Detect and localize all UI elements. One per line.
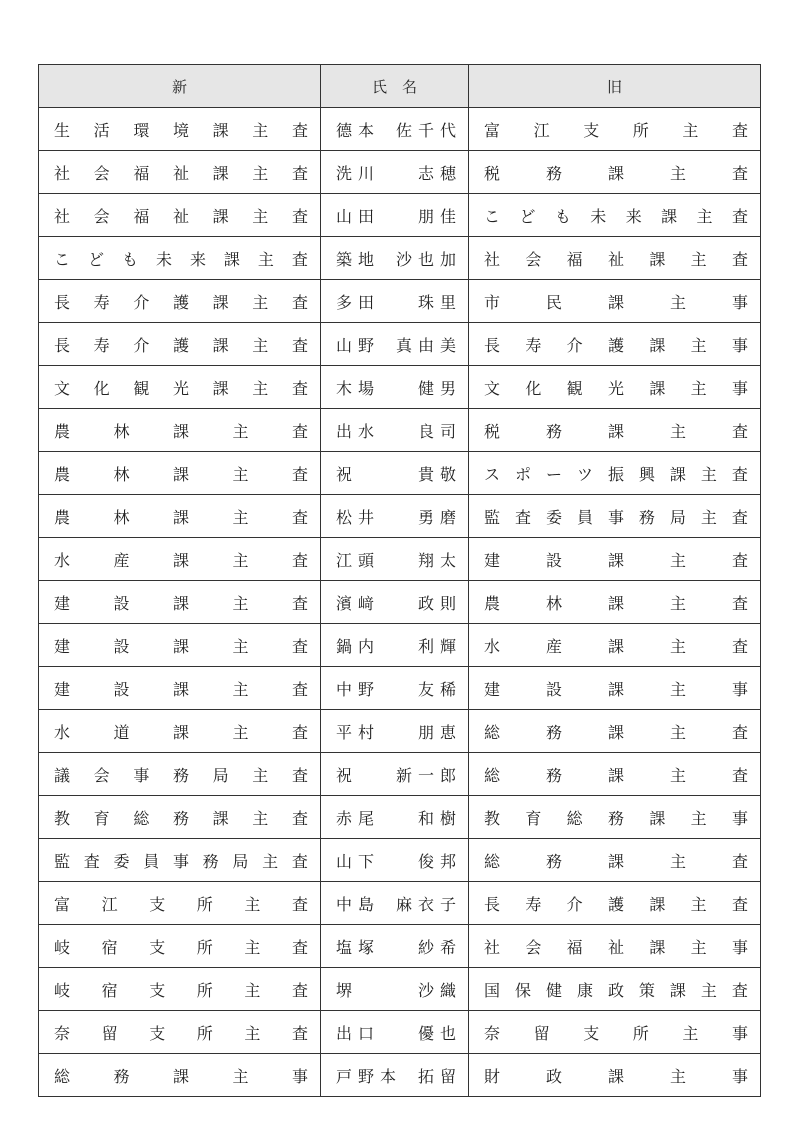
cell-name-text: 山野 真由美 — [336, 335, 462, 355]
cell-old-text: 富 江 支 所 主 査 — [484, 120, 748, 140]
cell-new-text: 農 林 課 主 査 — [54, 507, 308, 527]
cell-new-text: 岐 宿 支 所 主 査 — [54, 937, 308, 957]
cell-new — [39, 194, 321, 237]
cell-old — [469, 882, 761, 925]
table-row — [39, 624, 761, 667]
cell-old-text: 社 会 福 祉 課 主 査 — [484, 249, 748, 269]
cell-old — [469, 108, 761, 151]
cell-new-text: 建 設 課 主 査 — [54, 593, 308, 613]
cell-name — [321, 581, 469, 624]
cell-new — [39, 452, 321, 495]
cell-new — [39, 280, 321, 323]
cell-new-text: 総 務 課 主 事 — [54, 1066, 308, 1086]
cell-new — [39, 925, 321, 968]
cell-old-text: ス ポ ー ツ 振 興 課 主 査 — [484, 464, 748, 484]
table-row — [39, 1011, 761, 1054]
cell-name — [321, 495, 469, 538]
table-row — [39, 194, 761, 237]
cell-old — [469, 538, 761, 581]
cell-old — [469, 968, 761, 1011]
cell-old-text: 建 設 課 主 査 — [484, 550, 748, 570]
cell-old — [469, 151, 761, 194]
cell-new-text: 議 会 事 務 局 主 査 — [54, 765, 308, 785]
cell-new-text: 長 寿 介 護 課 主 査 — [54, 335, 308, 355]
cell-old — [469, 753, 761, 796]
cell-old — [469, 839, 761, 882]
cell-new — [39, 882, 321, 925]
cell-old — [469, 796, 761, 839]
cell-old — [469, 925, 761, 968]
cell-old-text: 教 育 総 務 課 主 事 — [484, 808, 748, 828]
cell-name — [321, 108, 469, 151]
cell-old-text: 総 務 課 主 査 — [484, 722, 748, 742]
cell-new — [39, 753, 321, 796]
table-row — [39, 323, 761, 366]
cell-name — [321, 452, 469, 495]
cell-new — [39, 796, 321, 839]
cell-new-text: 農 林 課 主 査 — [54, 421, 308, 441]
table-row — [39, 925, 761, 968]
cell-new — [39, 366, 321, 409]
cell-name-text: 中野 友稀 — [336, 679, 462, 699]
cell-old — [469, 409, 761, 452]
cell-old — [469, 237, 761, 280]
cell-new — [39, 151, 321, 194]
cell-old-text: 長 寿 介 護 課 主 事 — [484, 335, 748, 355]
cell-old-text: 建 設 課 主 事 — [484, 679, 748, 699]
cell-old — [469, 1011, 761, 1054]
cell-name — [321, 968, 469, 1011]
cell-old — [469, 323, 761, 366]
cell-name-text: 松井 勇磨 — [336, 507, 462, 527]
cell-new-text: 長 寿 介 護 課 主 査 — [54, 292, 308, 312]
cell-name-text: 鍋内 利輝 — [336, 636, 462, 656]
cell-name-text: 出口 優也 — [336, 1023, 462, 1043]
cell-name-text: 塩塚 紗希 — [336, 937, 462, 957]
table-row — [39, 796, 761, 839]
cell-new-text: 社 会 福 祉 課 主 査 — [54, 163, 308, 183]
cell-name — [321, 538, 469, 581]
header-name-label: 氏 名 — [371, 77, 417, 96]
cell-new — [39, 409, 321, 452]
header-new — [39, 65, 321, 108]
cell-name-text: 築地 沙也加 — [336, 249, 462, 269]
cell-name — [321, 280, 469, 323]
cell-new — [39, 1054, 321, 1097]
cell-name-text: 木場 健男 — [336, 378, 462, 398]
cell-name — [321, 323, 469, 366]
cell-new-text: 教 育 総 務 課 主 査 — [54, 808, 308, 828]
table-row — [39, 409, 761, 452]
cell-old-text: 国 保 健 康 政 策 課 主 査 — [484, 980, 748, 1000]
cell-new-text: 奈 留 支 所 主 査 — [54, 1023, 308, 1043]
table-row — [39, 452, 761, 495]
cell-new-text: 富 江 支 所 主 査 — [54, 894, 308, 914]
cell-name-text: 堺 沙織 — [336, 980, 462, 1000]
cell-new-text: 文 化 観 光 課 主 査 — [54, 378, 308, 398]
cell-name — [321, 366, 469, 409]
cell-name-text: 濱﨑 政則 — [336, 593, 462, 613]
cell-new-text: こ ど も 未 来 課 主 査 — [54, 249, 308, 269]
cell-new-text: 岐 宿 支 所 主 査 — [54, 980, 308, 1000]
cell-new — [39, 108, 321, 151]
table-row — [39, 753, 761, 796]
cell-new-text: 水 道 課 主 査 — [54, 722, 308, 742]
table-row — [39, 968, 761, 1011]
cell-new — [39, 581, 321, 624]
cell-old-text: 長 寿 介 護 課 主 査 — [484, 894, 748, 914]
cell-name-text: 祝 貴敬 — [336, 464, 462, 484]
table-row — [39, 538, 761, 581]
cell-name — [321, 151, 469, 194]
table-row — [39, 280, 761, 323]
cell-old-text: 税 務 課 主 査 — [484, 421, 748, 441]
cell-new — [39, 968, 321, 1011]
cell-new — [39, 323, 321, 366]
cell-new-text: 建 設 課 主 査 — [54, 636, 308, 656]
header-old-label: 旧 — [606, 77, 622, 96]
cell-old — [469, 581, 761, 624]
cell-name — [321, 710, 469, 753]
cell-name — [321, 839, 469, 882]
cell-name — [321, 882, 469, 925]
cell-old-text: こ ど も 未 来 課 主 査 — [484, 206, 748, 226]
cell-old-text: 奈 留 支 所 主 事 — [484, 1023, 748, 1043]
cell-new — [39, 710, 321, 753]
header-name — [321, 65, 469, 108]
cell-name-text: 中島 麻衣子 — [336, 894, 462, 914]
cell-name-text: 洗川 志穂 — [336, 163, 462, 183]
cell-new-text: 農 林 課 主 査 — [54, 464, 308, 484]
cell-name — [321, 1011, 469, 1054]
cell-old-text: 市 民 課 主 事 — [484, 292, 748, 312]
cell-name-text: 平村 朋恵 — [336, 722, 462, 742]
cell-old — [469, 624, 761, 667]
cell-old-text: 総 務 課 主 査 — [484, 851, 748, 871]
cell-name-text: 山下 俊邦 — [336, 851, 462, 871]
cell-new — [39, 839, 321, 882]
cell-name — [321, 1054, 469, 1097]
cell-old — [469, 280, 761, 323]
cell-name — [321, 753, 469, 796]
cell-name-text: 祝 新一郎 — [336, 765, 462, 785]
cell-old-text: 監 査 委 員 事 務 局 主 査 — [484, 507, 748, 527]
table-row — [39, 151, 761, 194]
cell-name-text: 多田 珠里 — [336, 292, 462, 312]
cell-old-text: 総 務 課 主 査 — [484, 765, 748, 785]
cell-name — [321, 796, 469, 839]
cell-new-text: 生 活 環 境 課 主 査 — [54, 120, 308, 140]
cell-old — [469, 452, 761, 495]
table-row — [39, 710, 761, 753]
cell-name — [321, 409, 469, 452]
cell-new-text: 社 会 福 祉 課 主 査 — [54, 206, 308, 226]
cell-new — [39, 667, 321, 710]
cell-name-text: 德本 佐千代 — [336, 120, 462, 140]
cell-old-text: 農 林 課 主 査 — [484, 593, 748, 613]
cell-name-text: 山田 朋佳 — [336, 206, 462, 226]
cell-old-text: 文 化 観 光 課 主 事 — [484, 378, 748, 398]
cell-new — [39, 1011, 321, 1054]
table-row — [39, 839, 761, 882]
cell-name — [321, 624, 469, 667]
cell-name-text: 戸野本 拓留 — [336, 1066, 462, 1086]
cell-new-text: 水 産 課 主 査 — [54, 550, 308, 570]
cell-old — [469, 194, 761, 237]
cell-old-text: 財 政 課 主 事 — [484, 1066, 748, 1086]
table-row — [39, 495, 761, 538]
cell-name — [321, 194, 469, 237]
header-row — [39, 65, 761, 108]
header-new-label: 新 — [171, 77, 187, 96]
cell-name — [321, 667, 469, 710]
cell-new — [39, 237, 321, 280]
cell-old — [469, 1054, 761, 1097]
table-row — [39, 882, 761, 925]
cell-old-text: 税 務 課 主 査 — [484, 163, 748, 183]
cell-new-text: 監 査 委 員 事 務 局 主 査 — [54, 851, 308, 871]
cell-old — [469, 667, 761, 710]
cell-old-text: 水 産 課 主 査 — [484, 636, 748, 656]
cell-name — [321, 237, 469, 280]
table-row — [39, 1054, 761, 1097]
cell-name — [321, 925, 469, 968]
table-row — [39, 581, 761, 624]
cell-old — [469, 710, 761, 753]
cell-old — [469, 366, 761, 409]
table-row — [39, 237, 761, 280]
cell-old — [469, 495, 761, 538]
table-row — [39, 667, 761, 710]
cell-new-text: 建 設 課 主 査 — [54, 679, 308, 699]
cell-name-text: 江頭 翔太 — [336, 550, 462, 570]
table-row — [39, 366, 761, 409]
personnel-transfer-table — [38, 64, 761, 1097]
cell-new — [39, 538, 321, 581]
cell-new — [39, 495, 321, 538]
cell-old-text: 社 会 福 祉 課 主 事 — [484, 937, 748, 957]
header-old — [469, 65, 761, 108]
cell-new — [39, 624, 321, 667]
cell-name-text: 赤尾 和樹 — [336, 808, 462, 828]
table-row — [39, 108, 761, 151]
cell-name-text: 出水 良司 — [336, 421, 462, 441]
